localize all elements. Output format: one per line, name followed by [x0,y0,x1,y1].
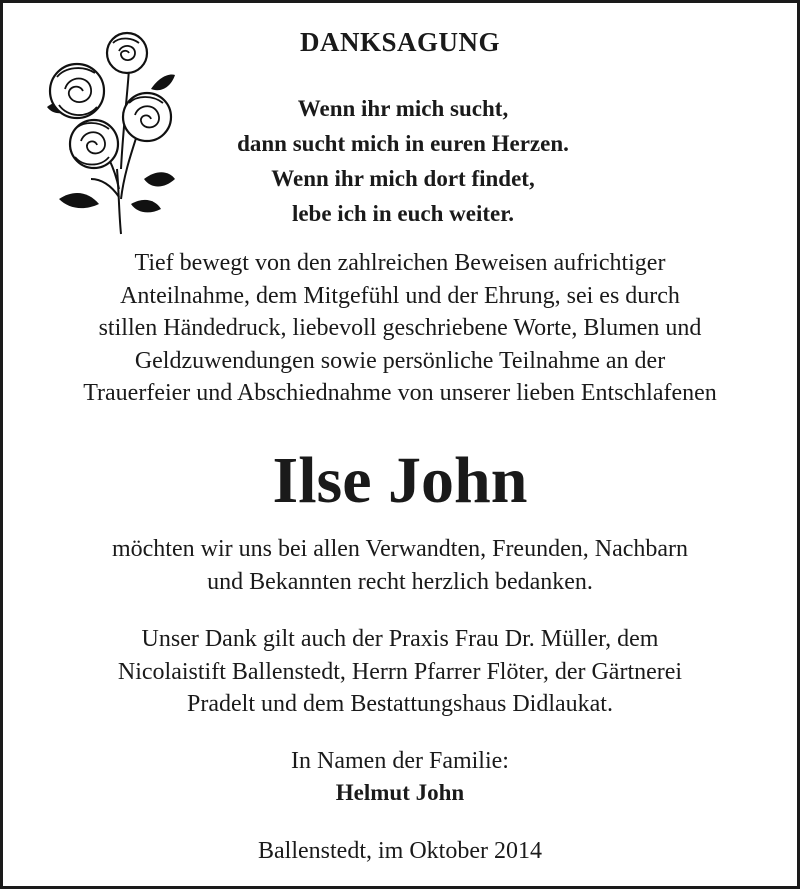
thanks-paragraph [3,533,797,598]
special-thanks-line: Pradelt und dem Bestattungshaus Didlaukat. [187,691,613,717]
deceased-name: Ilse John [272,444,528,517]
poem-line: dann sucht mich in euren Herzen. [237,131,569,156]
poem-line: Wenn ihr mich dort findet, [271,166,535,191]
special-thanks-line: Nicolaistift Ballenstedt, Herrn Pfarrer Flöter, der Gärtnerei [117,658,683,685]
special-thanks-paragraph [3,623,797,721]
signature-line: In Namen der Familie: [291,748,509,774]
intro-line: Tief bewegt von den zahlreichen Beweisen aufrichtiger [134,250,666,276]
roses-icon [39,29,179,239]
intro-line: stillen Händedruck, liebevoll geschriebene Worte, Blumen und [98,315,702,341]
intro-line: Trauerfeier und Abschiednahme von unserer lieben Entschlafenen [83,380,717,406]
intro-line: Anteilnahme, dem Mitgefühl und der Ehrung, sei es durch [120,282,680,309]
special-thanks-line: Unser Dank gilt auch der Praxis Frau Dr. Müller, dem [141,626,659,652]
poem-line: Wenn ihr mich sucht, [297,96,509,121]
intro-line: Geldzuwendungen sowie persönliche Teilnahme an der [134,347,666,374]
heading: DANKSAGUNG [299,27,500,57]
signature-name: Helmut John [335,780,465,805]
thanks-line: und Bekannten recht herzlich bedanken. [207,568,593,595]
poem-line: lebe ich in euch weiter. [291,201,515,226]
thanks-line: möchten wir uns bei allen Verwandten, Freunden, Nachbarn [111,536,689,562]
place-date: Ballenstedt, im Oktober 2014 [258,838,542,864]
intro-paragraph [3,247,797,410]
poem [183,91,623,231]
signature [3,745,797,809]
